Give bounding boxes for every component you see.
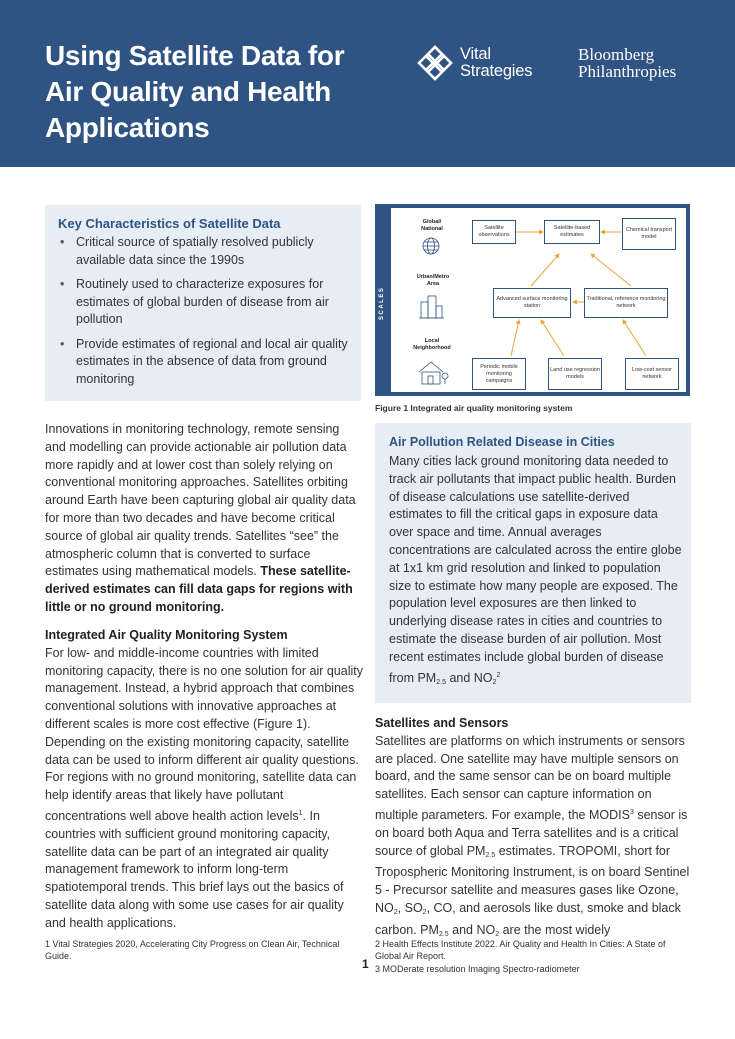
box-land-use: Land use regression models bbox=[548, 358, 602, 390]
disease-text: Many cities lack ground monitoring data needed to track air pollutants that impact public health. Burden of disease calculations use satellite-derived estimates to fill the critical gaps in exposure data over space and time. Annual averages concentrations are calculated across the entire globe at 1x1 km grid resolution and linked to population size to estimate how many people are exposed. The population level exposures are then linked to underlying disease rates in cities and countries to estimate the disease burden of air pollution. Most recent estimates include global burden of disease from PM bbox=[389, 454, 682, 685]
list-item bbox=[58, 276, 348, 329]
arrow bbox=[541, 320, 564, 356]
footnote-1: 1 Vital Strategies 2020, Accelerating City Progress on Clean Air, Technical Guide. bbox=[45, 939, 340, 961]
figure-caption: Figure 1 Integrated air quality monitoring system bbox=[375, 403, 573, 413]
footnote-2: 2 Health Effects Institute 2022. Air Quality and Health In Cities: A State of Global Air Report. bbox=[375, 939, 666, 961]
level-local: Local Neighborhood bbox=[413, 338, 451, 351]
page-title: Using Satellite Data for Air Quality and Health Applications bbox=[45, 40, 345, 143]
satellites-paragraph bbox=[375, 733, 691, 944]
vital-strategies-wordmark bbox=[460, 46, 532, 80]
box-chemical-transport: Chemical transport model bbox=[622, 218, 676, 250]
key-characteristics-box bbox=[45, 205, 361, 401]
subscript: 2 bbox=[393, 908, 398, 916]
header-banner bbox=[0, 0, 735, 167]
sat-text: estimates. TROPOMI, short for Tropospheric Monitoring Instrument, is on board Sentinel 5 - Precursor satellite and measures gases like Ozone, NO bbox=[375, 843, 690, 915]
box-low-cost: Low-cost sensor network bbox=[625, 358, 679, 390]
footnote-ref: 2 bbox=[496, 671, 501, 679]
logo-vs-line1: Vital bbox=[460, 45, 491, 63]
figure-diagram bbox=[391, 208, 686, 392]
level-urban: Urban/Metro Area bbox=[416, 274, 450, 287]
subscript: 2.5 bbox=[438, 930, 449, 938]
globe-icon bbox=[423, 238, 439, 254]
list-item bbox=[58, 336, 348, 389]
footnote-ref: 3 bbox=[629, 808, 634, 816]
logo-vs-line2: Strategies bbox=[460, 62, 533, 80]
figure-monitoring-system bbox=[375, 204, 690, 396]
bullet-icon: • bbox=[60, 235, 65, 249]
disease-paragraph bbox=[389, 453, 683, 691]
sat-text: sensor is on board both Aqua and Terra satellites and is a critical source of global PM bbox=[375, 807, 688, 858]
logo-bb-line2: Philanthropies bbox=[578, 62, 677, 81]
integrated-paragraph bbox=[45, 645, 363, 933]
box-traditional-network: Traditional, reference monitoring network bbox=[584, 288, 668, 318]
subscript: 2 bbox=[422, 908, 427, 916]
box-satellite-estimates: Satellite-based estimates bbox=[544, 220, 600, 244]
page-number: 1 bbox=[362, 957, 369, 971]
box-periodic-mobile: Periodic mobile monitoring campaigns bbox=[472, 358, 526, 390]
city-buildings-icon bbox=[419, 296, 444, 318]
bullet-text: Provide estimates of regional and local air quality estimates in the absence of data from ground monitoring bbox=[76, 336, 348, 386]
list-item bbox=[58, 234, 348, 269]
sat-text: , SO bbox=[397, 900, 423, 915]
intro-bold-text: These satellite-derived estimates can fill data gaps for regions with little or no ground monitoring. bbox=[45, 564, 353, 614]
disease-text-no: and NO bbox=[445, 670, 493, 685]
key-characteristics-list bbox=[58, 234, 348, 395]
sat-text: are the most widely bbox=[499, 922, 611, 937]
subscript: 2.5 bbox=[485, 851, 496, 859]
arrow bbox=[623, 320, 646, 356]
footnote-ref: 1 bbox=[298, 809, 303, 817]
subscript: 2.5 bbox=[436, 678, 446, 686]
bullet-text: Routinely used to characterize exposures for estimates of global burden of disease from air pollution bbox=[76, 277, 329, 326]
bullet-icon: • bbox=[60, 336, 65, 351]
footnote-3: 3 MODerate resolution Imaging Spectro-radiometer bbox=[375, 964, 580, 974]
integrated-section bbox=[45, 627, 363, 933]
arrow bbox=[531, 254, 559, 286]
bloomberg-philanthropies-logo bbox=[578, 46, 676, 80]
disease-title: Air Pollution Related Disease in Cities bbox=[389, 435, 615, 449]
sat-text: Satellites are platforms on which instruments or sensors are placed. One satellite may have multiple sensors on board, and the same sensor can be on board multiple satellites. Each sensor can capture information on multiple parameters. For example, the MODIS bbox=[375, 733, 685, 822]
integrated-heading: Integrated Air Quality Monitoring System bbox=[45, 628, 288, 642]
house-icon bbox=[419, 362, 448, 384]
intro-text: Innovations in monitoring technology, remote sensing and modelling can provide actionable air pollution data more rapidly and at lower cost than solely relying on conventional monitoring approaches. Satellites orbiting around Earth have been capturing global air quality data for more than two decades and have become critical source of global air quality trends. Satellites “see” the atmospheric column that is converted to surface estimates using mathematical models. bbox=[45, 422, 356, 579]
arrow bbox=[511, 320, 519, 356]
subscript: 2 bbox=[492, 678, 497, 686]
level-global: Global/ National bbox=[421, 219, 443, 232]
satellites-heading: Satellites and Sensors bbox=[375, 716, 509, 730]
sat-text: , CO, and aerosols like dust, smoke and black carbon. PM bbox=[375, 900, 681, 937]
vital-strategies-mark-icon bbox=[416, 44, 454, 82]
subscript: 2 bbox=[495, 930, 500, 938]
intro-paragraph bbox=[45, 421, 363, 617]
scales-text: SCALES bbox=[379, 286, 385, 320]
bullet-text: Critical source of spatially resolved publicly available data since the 1990s bbox=[76, 235, 314, 267]
disease-callout-box bbox=[375, 423, 691, 703]
integrated-text-a: For low- and middle-income countries with limited monitoring capacity, there is no one solution for air quality management. Instead, a hybrid approach that combines conventional solutions with innovative approaches at different scales is more cost effective (Figure 1). Depending on the existing monitoring capacity, satellite data can be used to inform different air quality questions. For regions with no ground monitoring, satellite data can help identify areas that likely have pollutant concentrations well above health action levels bbox=[45, 645, 363, 823]
vital-strategies-logo bbox=[416, 44, 556, 84]
satellites-section bbox=[375, 715, 691, 944]
arrow bbox=[591, 254, 631, 286]
logo-bb-line1: Bloomberg bbox=[578, 45, 655, 64]
bullet-icon: • bbox=[60, 277, 65, 291]
box-advanced-surface: Advanced surface monitoring station bbox=[493, 288, 571, 318]
integrated-text-b: . In countries with sufficient ground monitoring capacity, satellite data can be part of an integrated air quality management framework to inform long-term spatiotemporal trends. This brief lays out the basics of satellite data along with some use cases for air quality and health applications. bbox=[45, 808, 344, 930]
sat-text: and NO bbox=[448, 922, 496, 937]
scales-side-label bbox=[378, 286, 388, 326]
box-satellite-observations: Satellite observations bbox=[472, 220, 516, 244]
key-characteristics-title: Key Characteristics of Satellite Data bbox=[58, 216, 281, 231]
